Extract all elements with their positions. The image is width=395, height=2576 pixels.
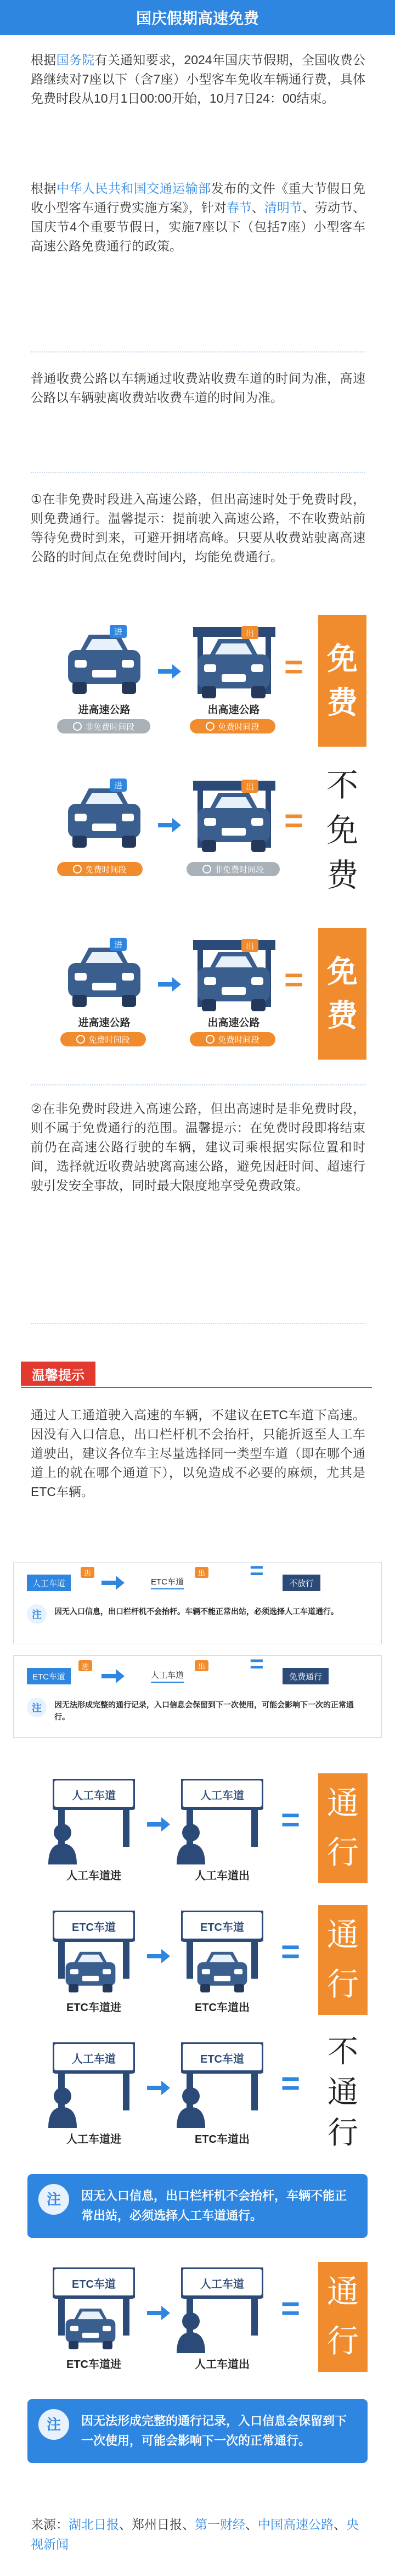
person-icon (174, 2309, 207, 2353)
lane-note-2: 因无法形成完整的通行记录，入口信息会保留到下一次使用，可能会影响下一次的正常通行。 (54, 1700, 354, 1721)
free-badge: 免费时间段 (60, 1032, 146, 1046)
arrow-icon (147, 2306, 170, 2320)
rule-paragraph: 普通收费公路以车辆通过收费站收费车道的时间为准，高速公路以车辆驶离收费站收费车道的时间为准。 (31, 371, 365, 405)
equals-sign: = (250, 1650, 264, 1677)
exit-tag: 出 (195, 1567, 208, 1578)
exit-tag: 出 (241, 780, 258, 793)
gate-out-text: ETC车道 (200, 1922, 244, 1934)
pass-result: 通 行 (318, 1905, 368, 2015)
gate-out-text: 人工车道 (200, 1790, 244, 1802)
case1-paragraph: ①在非免费时段进入高速公路，但出高速时处于免费时段，则免费通行。温馨提示：提前驶入高速公路，不在收费站前等待免费时到来，可避开拥堵高峰。只要从收费站驶离高速公路的时间点在免费时间内，均能免费通行。 (31, 492, 365, 564)
enter-label: 进高速公路 (78, 1017, 131, 1029)
exit-tag: 出 (195, 1660, 208, 1671)
source-link-yicai[interactable]: 第一财经 (195, 2517, 245, 2532)
note-badge: 注 (27, 1604, 47, 1624)
arrow-icon (158, 977, 181, 992)
divider (31, 1323, 365, 1324)
source-link-highway[interactable]: 中国高速公路 (258, 2517, 334, 2532)
gate-in-text: ETC车道 (72, 2278, 116, 2291)
spring-festival-link[interactable]: 春节 (226, 200, 252, 215)
note-box-2: 注 因无法形成完整的通行记录，入口信息会保留到下一次使用，可能会影响下一次的正常通行。 (27, 2399, 368, 2463)
lane-diagram-1 (13, 1557, 382, 1644)
intro-paragraph: 根据国务院有关通知要求，2024年国庆节假期，全国收费公路继续对7座以下（含7座）小型客车免收车辆通行费，具体免费时段从10月1日00:00开始，10月7日24：00结束。 (31, 53, 366, 105)
note-badge: 注 (27, 1698, 47, 1717)
car-icon (192, 1949, 252, 1995)
gate-in-text: ETC车道 (72, 1922, 116, 1934)
note-badge: 注 (38, 2184, 69, 2215)
enter-tag: 进 (110, 938, 127, 951)
source-line: 来源：湖北日报、郑州日报、第一财经、中国高速公路、央视新闻 (31, 2517, 359, 2551)
qingming-link[interactable]: 清明节 (264, 200, 302, 215)
tip-underline (21, 1387, 372, 1388)
pass-result: 通 行 (318, 1773, 368, 1883)
exit-label: 出高速公路 (207, 1017, 260, 1029)
exit-tag: 出 (241, 626, 258, 639)
pass-result: 通 行 (318, 2262, 368, 2372)
nonfree-badge: 非免费时间段 (187, 862, 280, 876)
scene-free-2 (0, 922, 395, 1071)
free-pass-result: 免费通行 (283, 1668, 329, 1684)
no-release-result: 不放行 (283, 1575, 320, 1591)
clock-icon (206, 722, 215, 731)
arrow-icon (158, 818, 181, 832)
scene-free-1 (0, 609, 395, 752)
clock-icon (76, 1035, 85, 1044)
gate-out-text: ETC车道 (200, 2053, 244, 2065)
gate-scene-manual-etc (0, 2031, 395, 2163)
equals-sign: = (284, 648, 304, 685)
source-link-hubei[interactable]: 湖北日报 (69, 2517, 119, 2532)
gate-in-text: 人工车道 (72, 2053, 116, 2065)
divider (31, 1084, 365, 1085)
car-exit-icon (190, 949, 278, 1015)
free-badge: 免费时间段 (190, 719, 275, 733)
enter-tag: 进 (110, 779, 127, 792)
gate-scene-etc-etc (0, 1900, 395, 2026)
source-link-cctv[interactable]: 央视新闻 (31, 2517, 359, 2551)
equals-sign: = (281, 2290, 301, 2327)
lane-note-1: 因无入口信息，出口栏杆机不会抬杆。车辆不能正常出站，必须选择人工车道通行。 (54, 1607, 338, 1616)
not-free-result: 不 免 费 (326, 768, 358, 893)
etc-lane-label: ETC车道 (151, 1576, 184, 1589)
equals-sign: = (281, 1801, 301, 1838)
equals-sign: = (250, 1557, 264, 1584)
manual-lane-label: 人工车道 (151, 1669, 184, 1683)
case2-paragraph: ②在非免费时段进入高速公路，但出高速时是非免费时段，则不属于免费通行的范围。温馨提示：在免费时段即将结束前仍在高速公路行驶的车辆，建议司乘根据实际位置和时间，选择就近收费站驶离高速公路，避免因赶时间、超速行驶引发安全事故，同时最大限度地享受免费政策。 (31, 1101, 365, 1192)
car-icon (60, 1949, 121, 1995)
arrow-icon (147, 2081, 170, 2095)
tip-heading: 温馨提示 (21, 1362, 95, 1386)
page-title: 国庆假期高速免费 (0, 0, 395, 35)
no-pass-result: 不 通 行 (328, 2034, 358, 2150)
person-icon (46, 2084, 79, 2128)
scene-not-free (0, 763, 395, 906)
gate-out-label: ETC车道出 (195, 2133, 250, 2146)
policy-paragraph: 根据中华人民共和国交通运输部发布的文件《重大节假日免收小型客车通行费实施方案》，针对春节、清明节、劳动节、国庆节4个重要节假日，实施7座以下（包括7座）小型客车高速公路免费通行的政策。 (31, 181, 366, 253)
gate-in-label: ETC车道进 (66, 2359, 121, 2371)
arrow-icon (147, 1817, 170, 1832)
car-exit-icon (190, 636, 278, 702)
note-box-1: 注 因无入口信息，出口栏杆机不会抬杆，车辆不能正常出站，必须选择人工车道通行。 (27, 2174, 368, 2238)
person-icon (174, 1821, 207, 1864)
exit-label: 出高速公路 (207, 704, 260, 716)
equals-sign: = (281, 1933, 301, 1970)
car-enter-icon (60, 944, 148, 1010)
gate-out-label: ETC车道出 (195, 2002, 250, 2014)
clock-icon (73, 865, 82, 873)
enter-tag: 进 (110, 625, 127, 638)
arrow-icon (158, 664, 181, 679)
etc-lane-label: ETC车道 (27, 1668, 71, 1684)
org-link[interactable]: 国务院 (56, 53, 95, 67)
note-badge: 注 (38, 2409, 69, 2440)
enter-tag: 进 (81, 1567, 94, 1578)
car-icon (60, 2306, 121, 2352)
car-exit-icon (190, 789, 278, 855)
nonfree-badge: 非免费时间段 (57, 719, 150, 733)
person-icon (46, 1821, 79, 1864)
gate-in-text: 人工车道 (72, 1790, 116, 1802)
lane-diagram-2 (13, 1650, 382, 1738)
arrow-icon (101, 1669, 125, 1683)
gate-in-label: 人工车道进 (66, 2133, 121, 2146)
gate-scene-etc-manual (0, 2256, 395, 2388)
clock-icon (73, 722, 82, 731)
person-icon (174, 2084, 207, 2128)
arrow-icon (147, 1949, 170, 1963)
equals-sign: = (284, 802, 304, 839)
free-result: 免 费 (318, 615, 366, 747)
free-badge: 免费时间段 (57, 862, 143, 876)
gate-in-label: 人工车道进 (66, 1870, 121, 1882)
ministry-link[interactable]: 中华人民共和国交通运输部 (56, 181, 211, 195)
exit-tag: 出 (241, 939, 258, 952)
equals-sign: = (281, 2065, 301, 2102)
car-enter-icon (60, 631, 148, 697)
clock-icon (206, 1035, 215, 1044)
gate-in-label: ETC车道进 (66, 2002, 121, 2014)
tip-paragraph: 通过人工通道驶入高速的车辆，不建议在ETC车道下高速。因没有入口信息，出口栏杆机不会抬杆，只能折返至人工车道驶出，建议各位车主尽量选择同一类型车道（即在哪个通道上的就在哪个通道下），以免造成不必要的麻烦，尤其是ETC车辆。 (31, 1408, 365, 1499)
divider (31, 351, 365, 352)
equals-sign: = (284, 961, 304, 998)
free-result: 免 费 (318, 928, 366, 1060)
free-badge: 免费时间段 (190, 1032, 275, 1046)
enter-tag: 进 (78, 1660, 92, 1671)
gate-out-label: 人工车道出 (195, 1870, 250, 1882)
gate-out-label: 人工车道出 (195, 2359, 250, 2371)
divider (31, 472, 365, 473)
arrow-icon (101, 1576, 125, 1590)
gate-out-text: 人工车道 (200, 2278, 244, 2291)
clock-icon (202, 865, 211, 873)
manual-lane-label: 人工车道 (27, 1575, 71, 1591)
gate-scene-manual-manual (0, 1768, 395, 1894)
enter-label: 进高速公路 (78, 704, 131, 716)
car-enter-icon (60, 785, 148, 851)
